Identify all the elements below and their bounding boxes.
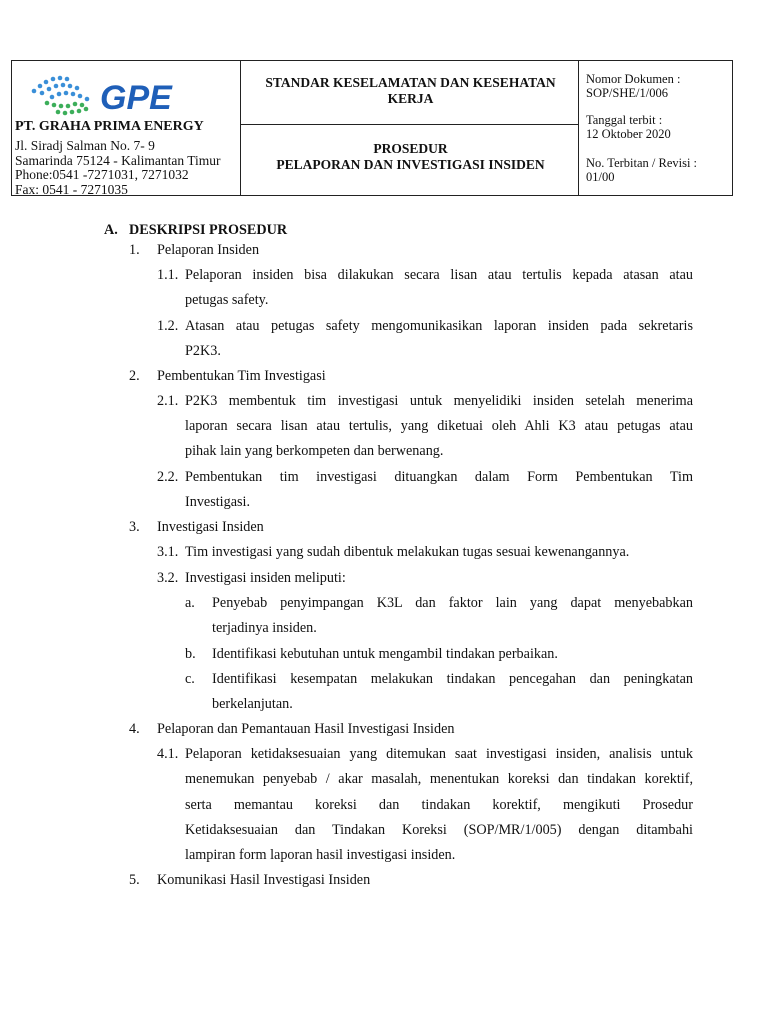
procedure-label: PROSEDUR xyxy=(373,141,448,156)
procedure-title xyxy=(242,141,579,173)
subitem-text: P2K3. xyxy=(185,343,221,359)
list-text: Identifikasi kebutuhan untuk mengambil tindakan perbaikan. xyxy=(212,646,558,662)
doc-number: SOP/SHE/1/006 xyxy=(586,86,668,100)
subitem-text: laporan secara lisan atau tertulis, yang diketuai oleh Ahli K3 atau petugas atau xyxy=(185,418,693,434)
address-line: Jl. Siradj Salman No. 7- 9 xyxy=(15,138,155,153)
list-letter: a. xyxy=(185,595,195,611)
item-number: 4. xyxy=(129,721,140,737)
item-title: Komunikasi Hasil Investigasi Insiden xyxy=(157,872,371,888)
list-letter: b. xyxy=(185,646,196,662)
company-logo xyxy=(22,69,192,117)
subitem-text: Pembentukan tim investigasi dituangkan dalam Form Pembentukan Tim xyxy=(185,469,693,485)
subitem-text: Ketidaksesuaian dan Tindakan Koreksi (SOP/MR/1/005) dengan ditambahi xyxy=(185,822,693,838)
subitem-number: 4.1. xyxy=(157,746,179,762)
item-number: 5. xyxy=(129,872,140,888)
list-text: Identifikasi kesempatan melakukan tindakan pencegahan dan peningkatan xyxy=(212,671,693,687)
section-title: DESKRIPSI PROSEDUR xyxy=(129,222,288,238)
subitem-text: petugas safety. xyxy=(185,292,269,308)
subitem-text: Investigasi. xyxy=(185,494,251,510)
subitem-text: Pelaporan ketidaksesuaian yang ditemukan saat investigasi insiden, analisis untuk xyxy=(185,746,693,762)
standard-title: STANDAR KESELAMATAN DAN KESEHATAN KERJA xyxy=(265,75,556,106)
item-number: 3. xyxy=(129,519,140,535)
fax-line: Fax: 0541 - 7271035 xyxy=(15,182,128,197)
phone-line: Phone:0541 -7271031, 7271032 xyxy=(15,167,189,182)
doc-number-label: Nomor Dokumen : xyxy=(586,72,681,86)
subitem-number: 1.1. xyxy=(157,267,179,283)
subitem-text: serta memantau koreksi dan tindakan korektif, mengikuti Prosedur xyxy=(185,797,693,813)
revision: 01/00 xyxy=(586,170,615,184)
header-divider xyxy=(240,124,578,125)
address-line: Samarinda 75124 - Kalimantan Timur xyxy=(15,153,221,168)
subitem-text: pihak lain yang berkompeten dan berwenang. xyxy=(185,443,444,459)
header-divider xyxy=(240,61,241,195)
issue-date: 12 Oktober 2020 xyxy=(586,127,671,141)
revision-label: No. Terbitan / Revisi : xyxy=(586,156,698,170)
subitem-text: Investigasi insiden meliputi: xyxy=(185,570,346,586)
subitem-number: 1.2. xyxy=(157,318,179,334)
subitem-text: Tim investigasi yang sudah dibentuk melakukan tugas sesuai kewenangannya. xyxy=(185,544,630,560)
item-title: Investigasi Insiden xyxy=(157,519,264,535)
item-title: Pelaporan Insiden xyxy=(157,242,260,258)
subitem-text: Atasan atau petugas safety mengomunikasikan laporan insiden pada sekretaris xyxy=(185,318,693,334)
list-text: terjadinya insiden. xyxy=(212,620,317,636)
subitem-number: 3.1. xyxy=(157,544,179,560)
item-title: Pembentukan Tim Investigasi xyxy=(157,368,326,384)
subitem-text: P2K3 membentuk tim investigasi untuk menyelidiki insiden setelah menerima xyxy=(185,393,693,409)
company-name: PT. GRAHA PRIMA ENERGY xyxy=(15,119,204,134)
list-letter: c. xyxy=(185,671,195,687)
item-number: 1. xyxy=(129,242,140,258)
subitem-text: Pelaporan insiden bisa dilakukan secara lisan atau tertulis kepada atasan atau xyxy=(185,267,693,283)
subitem-text: menemukan penyebab / akar masalah, menentukan koreksi dan tindakan korektif, xyxy=(185,771,693,787)
procedure-name: PELAPORAN DAN INVESTIGASI INSIDEN xyxy=(276,157,545,172)
subitem-number: 3.2. xyxy=(157,570,179,586)
item-number: 2. xyxy=(129,368,140,384)
subitem-number: 2.2. xyxy=(157,469,179,485)
issue-date-label: Tanggal terbit : xyxy=(586,113,663,127)
logo-wordmark: GPE xyxy=(100,79,172,117)
section-letter: A. xyxy=(104,222,118,238)
document-header xyxy=(11,60,733,196)
subitem-text: lampiran form laporan hasil investigasi insiden. xyxy=(185,847,456,863)
subitem-number: 2.1. xyxy=(157,393,179,409)
list-text: Penyebab penyimpangan K3L dan faktor lain yang dapat menyebabkan xyxy=(212,595,693,611)
item-title: Pelaporan dan Pemantauan Hasil Investigasi Insiden xyxy=(157,721,455,737)
list-text: berkelanjutan. xyxy=(212,696,293,712)
